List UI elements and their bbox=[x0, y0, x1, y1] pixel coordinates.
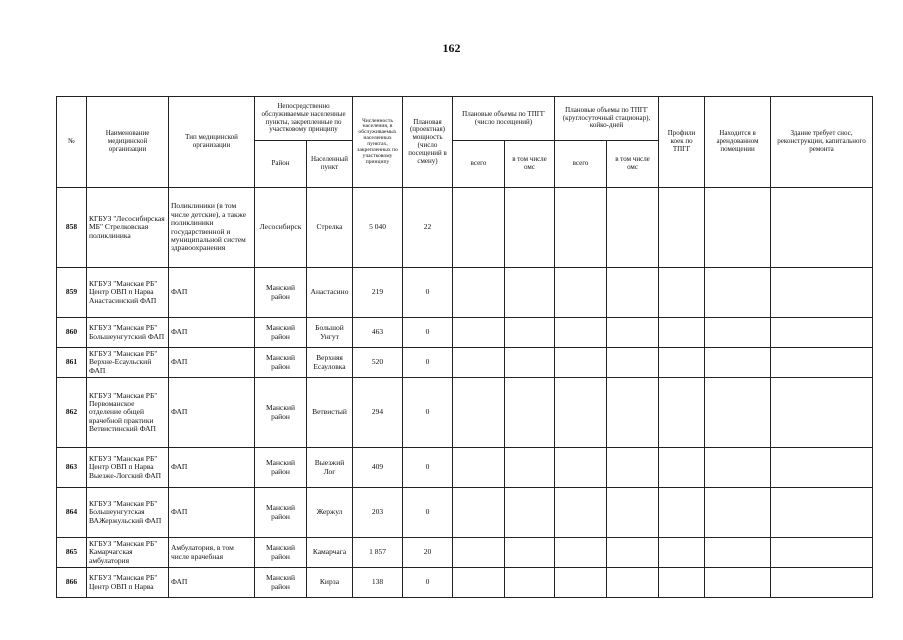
header-visits-total: всего bbox=[453, 141, 505, 188]
empty-cell bbox=[453, 568, 505, 598]
org-type-cell: ФАП bbox=[169, 488, 255, 538]
empty-cell bbox=[659, 448, 705, 488]
empty-cell bbox=[771, 448, 873, 488]
empty-cell bbox=[705, 488, 771, 538]
table-row bbox=[57, 488, 873, 538]
org-type-cell: ФАП bbox=[169, 448, 255, 488]
empty-cell bbox=[771, 268, 873, 318]
page-number: 162 bbox=[442, 41, 461, 55]
header-num: № bbox=[57, 97, 87, 188]
empty-cell bbox=[771, 378, 873, 448]
empty-cell bbox=[555, 568, 607, 598]
empty-cell bbox=[607, 488, 659, 538]
row-number: 860 bbox=[57, 318, 87, 348]
empty-cell bbox=[659, 538, 705, 568]
empty-cell bbox=[771, 188, 873, 268]
empty-cell bbox=[555, 488, 607, 538]
empty-cell bbox=[453, 318, 505, 348]
header-bed-profile: Профили коек по ТПГГ bbox=[659, 97, 705, 188]
header-volumes-beds: Плановые объемы по ТПГГ (круглосуточный стационар), койко-дней bbox=[555, 97, 659, 141]
row-number: 858 bbox=[57, 188, 87, 268]
header-volumes-visits: Плановые объемы по ТПГГ (число посещений) bbox=[453, 97, 555, 141]
settlement-cell: Большой Унгут bbox=[307, 318, 353, 348]
empty-cell bbox=[659, 568, 705, 598]
empty-cell bbox=[705, 378, 771, 448]
header-org-name: Наименование медицинской организации bbox=[87, 97, 169, 188]
empty-cell bbox=[555, 318, 607, 348]
empty-cell bbox=[607, 448, 659, 488]
header-visits-oms: в том числе омс bbox=[505, 141, 555, 188]
empty-cell bbox=[505, 188, 555, 268]
population-cell: 219 bbox=[353, 268, 403, 318]
district-cell: Манский район bbox=[255, 318, 307, 348]
settlement-cell: Камарчага bbox=[307, 538, 353, 568]
population-cell: 409 bbox=[353, 448, 403, 488]
header-beds-total: всего bbox=[555, 141, 607, 188]
row-number: 864 bbox=[57, 488, 87, 538]
empty-cell bbox=[505, 318, 555, 348]
empty-cell bbox=[659, 188, 705, 268]
empty-cell bbox=[607, 568, 659, 598]
header-building: Здание требует снос, реконструкции, капитального ремонта bbox=[771, 97, 873, 188]
capacity-cell: 0 bbox=[403, 268, 453, 318]
header-population: Численность населения, в обслуживаемых населенных пунктах, закрепленных по участковому принципу bbox=[353, 97, 403, 188]
row-number: 861 bbox=[57, 348, 87, 378]
facilities-table bbox=[56, 96, 873, 598]
empty-cell bbox=[659, 488, 705, 538]
settlement-cell: Выезжий Лог bbox=[307, 448, 353, 488]
row-number: 859 bbox=[57, 268, 87, 318]
district-cell: Лесосибирск bbox=[255, 188, 307, 268]
org-name-cell: КГБУЗ "Лесосибирская МБ" Стрелковская поликлиника bbox=[87, 188, 169, 268]
header-beds-oms: в том числе омс bbox=[607, 141, 659, 188]
org-name-cell: КГБУЗ "Манская РБ" Камарчагская амбулатория bbox=[87, 538, 169, 568]
capacity-cell: 22 bbox=[403, 188, 453, 268]
capacity-cell: 0 bbox=[403, 568, 453, 598]
population-cell: 138 bbox=[353, 568, 403, 598]
empty-cell bbox=[659, 318, 705, 348]
table-row bbox=[57, 568, 873, 598]
header-capacity: Плановая (проектная) мощность (число посещений в смену) bbox=[403, 97, 453, 188]
table-row bbox=[57, 448, 873, 488]
empty-cell bbox=[705, 318, 771, 348]
table-row bbox=[57, 188, 873, 268]
org-type-cell: ФАП bbox=[169, 318, 255, 348]
empty-cell bbox=[505, 488, 555, 538]
org-type-cell: ФАП bbox=[169, 348, 255, 378]
empty-cell bbox=[705, 268, 771, 318]
district-cell: Манский район bbox=[255, 268, 307, 318]
empty-cell bbox=[505, 538, 555, 568]
org-name-cell: КГБУЗ "Манская РБ" Первоманское отделение общей врачебной практики Ветвистинский ФАП bbox=[87, 378, 169, 448]
empty-cell bbox=[555, 448, 607, 488]
settlement-cell: Жержул bbox=[307, 488, 353, 538]
capacity-cell: 0 bbox=[403, 378, 453, 448]
population-cell: 5 040 bbox=[353, 188, 403, 268]
empty-cell bbox=[453, 188, 505, 268]
population-cell: 1 857 bbox=[353, 538, 403, 568]
org-type-cell: ФАП bbox=[169, 568, 255, 598]
empty-cell bbox=[659, 348, 705, 378]
table-row bbox=[57, 538, 873, 568]
population-cell: 463 bbox=[353, 318, 403, 348]
org-name-cell: КГБУЗ "Манская РБ" Большеунгутская ВАЖержульский ФАП bbox=[87, 488, 169, 538]
district-cell: Манский район bbox=[255, 568, 307, 598]
empty-cell bbox=[705, 188, 771, 268]
empty-cell bbox=[771, 568, 873, 598]
population-cell: 520 bbox=[353, 348, 403, 378]
empty-cell bbox=[555, 348, 607, 378]
settlement-cell: Стрелка bbox=[307, 188, 353, 268]
empty-cell bbox=[505, 268, 555, 318]
empty-cell bbox=[771, 488, 873, 538]
table-row bbox=[57, 268, 873, 318]
empty-cell bbox=[555, 268, 607, 318]
table-row bbox=[57, 318, 873, 348]
empty-cell bbox=[607, 538, 659, 568]
district-cell: Манский район bbox=[255, 448, 307, 488]
population-cell: 294 bbox=[353, 378, 403, 448]
settlement-cell: Ветвистый bbox=[307, 378, 353, 448]
capacity-cell: 20 bbox=[403, 538, 453, 568]
empty-cell bbox=[505, 568, 555, 598]
district-cell: Манский район bbox=[255, 538, 307, 568]
org-name-cell: КГБУЗ "Манская РБ" Центр ОВП п Нарва Анастасинский ФАП bbox=[87, 268, 169, 318]
capacity-cell: 0 bbox=[403, 448, 453, 488]
empty-cell bbox=[555, 188, 607, 268]
settlement-cell: Кирза bbox=[307, 568, 353, 598]
empty-cell bbox=[607, 188, 659, 268]
empty-cell bbox=[705, 348, 771, 378]
settlement-cell: Анастасино bbox=[307, 268, 353, 318]
capacity-cell: 0 bbox=[403, 318, 453, 348]
table-row bbox=[57, 348, 873, 378]
empty-cell bbox=[771, 348, 873, 378]
empty-cell bbox=[453, 268, 505, 318]
empty-cell bbox=[771, 318, 873, 348]
empty-cell bbox=[705, 568, 771, 598]
row-number: 865 bbox=[57, 538, 87, 568]
empty-cell bbox=[705, 538, 771, 568]
empty-cell bbox=[607, 268, 659, 318]
header-rented: Находится в арендованном помещении bbox=[705, 97, 771, 188]
empty-cell bbox=[453, 348, 505, 378]
empty-cell bbox=[453, 378, 505, 448]
org-name-cell: КГБУЗ "Манская РБ" Центр ОВП п Нарва bbox=[87, 568, 169, 598]
org-type-cell: Поликлиники (в том числе детские), а также поликлиники государственной и муниципальной систем здравоохранения bbox=[169, 188, 255, 268]
empty-cell bbox=[659, 378, 705, 448]
population-cell: 203 bbox=[353, 488, 403, 538]
empty-cell bbox=[453, 488, 505, 538]
header-settlement: Населенный пункт bbox=[307, 141, 353, 188]
settlement-cell: Верхняя Есауловка bbox=[307, 348, 353, 378]
org-type-cell: ФАП bbox=[169, 268, 255, 318]
row-number: 866 bbox=[57, 568, 87, 598]
district-cell: Манский район bbox=[255, 348, 307, 378]
empty-cell bbox=[555, 378, 607, 448]
district-cell: Манский район bbox=[255, 378, 307, 448]
empty-cell bbox=[505, 448, 555, 488]
row-number: 863 bbox=[57, 448, 87, 488]
header-district: Район bbox=[255, 141, 307, 188]
district-cell: Манский район bbox=[255, 488, 307, 538]
header-served-points: Непосредственно обслуживаемые населенные пункты, закрепленные по участковому принципу bbox=[255, 97, 353, 141]
empty-cell bbox=[607, 318, 659, 348]
row-number: 862 bbox=[57, 378, 87, 448]
empty-cell bbox=[659, 268, 705, 318]
empty-cell bbox=[555, 538, 607, 568]
org-name-cell: КГБУЗ "Манская РБ" Верхне-Есаульский ФАП bbox=[87, 348, 169, 378]
empty-cell bbox=[453, 538, 505, 568]
empty-cell bbox=[505, 378, 555, 448]
header-org-type: Тип медицинской организации bbox=[169, 97, 255, 188]
capacity-cell: 0 bbox=[403, 488, 453, 538]
empty-cell bbox=[505, 348, 555, 378]
empty-cell bbox=[607, 378, 659, 448]
empty-cell bbox=[453, 448, 505, 488]
capacity-cell: 0 bbox=[403, 348, 453, 378]
org-name-cell: КГБУЗ "Манская РБ" Большеунгутский ФАП bbox=[87, 318, 169, 348]
empty-cell bbox=[771, 538, 873, 568]
org-name-cell: КГБУЗ "Манская РБ" Центр ОВП п Нарва Выезже-Логский ФАП bbox=[87, 448, 169, 488]
org-type-cell: Амбулатория, в том числе врачебная bbox=[169, 538, 255, 568]
table-row bbox=[57, 378, 873, 448]
empty-cell bbox=[607, 348, 659, 378]
empty-cell bbox=[705, 448, 771, 488]
org-type-cell: ФАП bbox=[169, 378, 255, 448]
